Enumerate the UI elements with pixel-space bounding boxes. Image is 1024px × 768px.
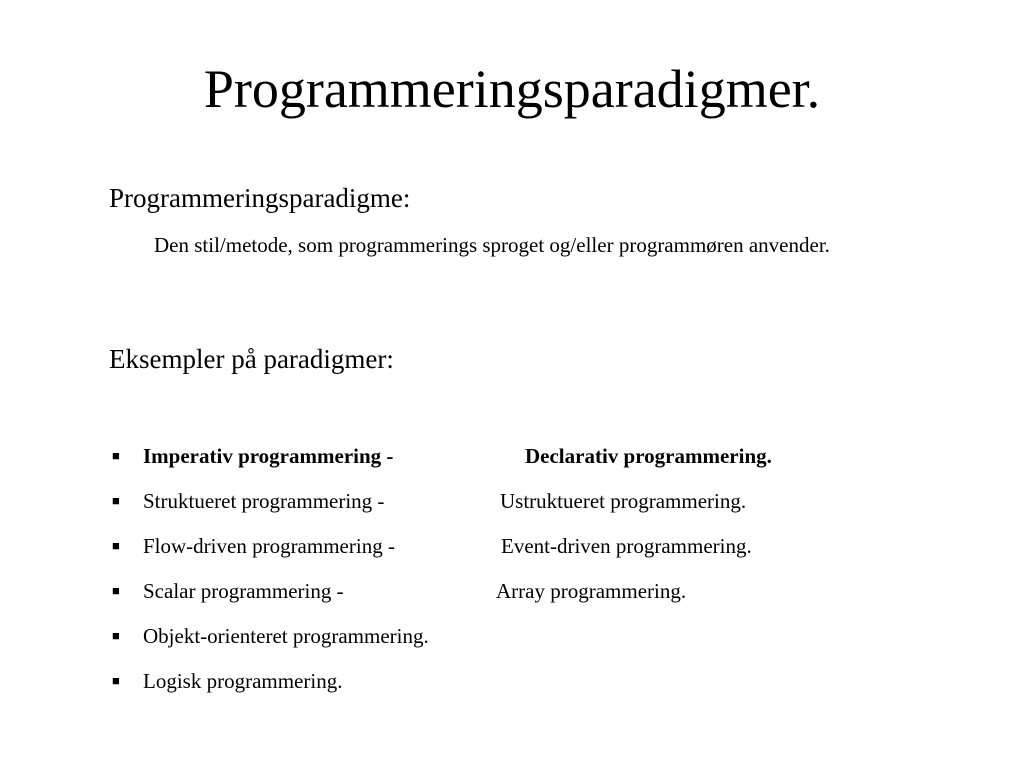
square-bullet-icon: ■: [112, 673, 120, 688]
paradigm-list: [109, 440, 969, 710]
paradigm-right: Array programmering.: [496, 579, 687, 603]
list-item: [109, 485, 969, 530]
paradigm-right: Ustruktueret programmering.: [500, 489, 747, 513]
square-bullet-icon: ■: [112, 583, 120, 598]
paradigm-left: Logisk programmering.: [143, 669, 343, 693]
section-heading-paradigme: Programmeringsparadigme:: [109, 183, 411, 213]
square-bullet-icon: ■: [112, 628, 120, 643]
slide-title: Programmeringsparadigmer.: [203, 59, 821, 119]
square-bullet-icon: ■: [112, 448, 120, 463]
paradigme-definition: Den stil/metode, som programmerings sproget og/eller programmøren anvender.: [154, 233, 830, 257]
paradigm-left: Scalar programmering -: [143, 579, 344, 603]
square-bullet-icon: ■: [112, 538, 120, 553]
section-heading-eksempler: Eksempler på paradigmer:: [109, 344, 394, 374]
paradigm-left: Imperativ programmering -: [143, 444, 394, 468]
paradigm-left: Struktueret programmering -: [143, 489, 385, 513]
list-item: [109, 530, 969, 575]
list-item: [109, 440, 969, 485]
paradigm-right: Event-driven programmering.: [501, 534, 752, 558]
paradigm-left: Flow-driven programmering -: [143, 534, 395, 558]
square-bullet-icon: ■: [112, 493, 120, 508]
paradigm-right: Declarativ programmering.: [525, 444, 772, 468]
list-item: [109, 575, 969, 620]
paradigm-left: Objekt-orienteret programmering.: [143, 624, 429, 648]
list-item: [109, 665, 969, 710]
list-item: [109, 620, 969, 665]
